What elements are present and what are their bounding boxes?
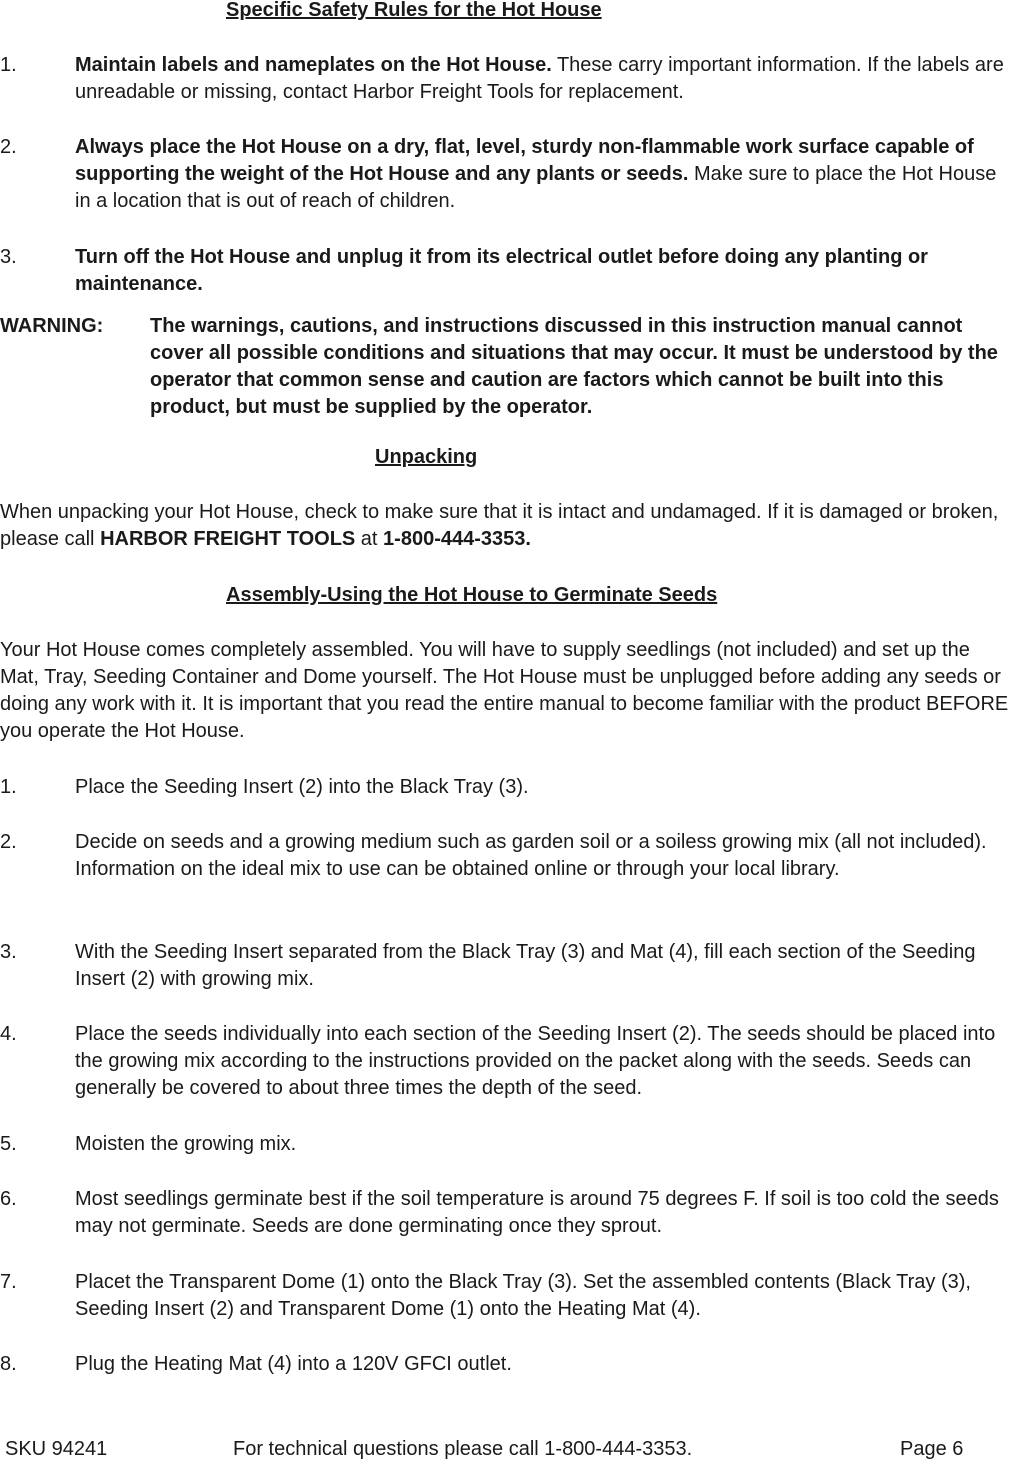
step-text: Placet the Transparent Dome (1) onto the Black Tray (3). Set the assembled contents (Black Tray (3), Seeding Insert (2) and Transparent Dome (1) onto the Heating Mat (4).	[75, 1271, 971, 1320]
footer-support: For technical questions please call 1-800-444-3353.	[233, 1438, 693, 1460]
unpacking-heading: Unpacking	[375, 446, 478, 468]
warning-text: The warnings, cautions, and instructions discussed in this instruction manual cannot cover all possible conditions and situations that may occur. It must be understood by the operator that common sense and caution are factors which cannot be built into this product, but must be supplied by the operator.	[150, 315, 998, 418]
step-number: 7.	[0, 1271, 17, 1293]
warning-label: WARNING:	[0, 315, 104, 337]
footer-sku: SKU 94241	[5, 1438, 108, 1460]
rule-number: 2.	[0, 136, 17, 158]
step-text: Most seedlings germinate best if the soil temperature is around 75 degrees F. If soil is too cold the seeds may not germinate. Seeds are done germinating once they sprout.	[75, 1188, 999, 1237]
step-text: Decide on seeds and a growing medium such as garden soil or a soiless growing mix (all not included). Information on the ideal mix to use can be obtained online or through your local library.	[75, 831, 987, 880]
step-text: Place the Seeding Insert (2) into the Black Tray (3).	[75, 776, 529, 798]
step-number: 1.	[0, 776, 17, 798]
unpacking-text: When unpacking your Hot House, check to make sure that it is intact and undamaged. If it is damaged or broken, please call	[0, 501, 999, 550]
step-number: 5.	[0, 1133, 17, 1155]
step-text: Place the seeds individually into each section of the Seeding Insert (2). The seeds should be placed into the growing mix according to the instructions provided on the packet along with the seeds. Seeds can generally be covered to about three times the depth of the seed.	[75, 1023, 996, 1099]
rule-text	[75, 52, 1009, 106]
rule-number: 3.	[0, 246, 17, 268]
rule-plain-text: Make sure to place the Hot House in a location that is out of reach of children.	[75, 163, 997, 212]
unpacking-paragraph	[0, 499, 1009, 553]
footer-page-number: Page 6	[900, 1438, 964, 1460]
rule-bold-text: Always place the Hot House on a dry, flat, level, sturdy non-flammable work surface capable of supporting the weight of the Hot House and any plants or seeds.	[75, 136, 974, 185]
safety-heading: Specific Safety Rules for the Hot House	[226, 0, 602, 21]
step-text: Plug the Heating Mat (4) into a 120V GFCI outlet.	[75, 1353, 512, 1375]
unpacking-at: at	[355, 528, 384, 550]
rule-bold-text: Turn off the Hot House and unplug it from its electrical outlet before doing any planting or maintenance.	[75, 246, 928, 295]
rule-text	[75, 244, 1009, 298]
step-number: 4.	[0, 1023, 17, 1045]
step-number: 3.	[0, 941, 17, 963]
step-number: 8.	[0, 1353, 17, 1375]
rule-plain-text: These carry important information. If the labels are unreadable or missing, contact Harbor Freight Tools for replacement.	[75, 54, 1004, 103]
assembly-intro: Your Hot House comes completely assembled. You will have to supply seedlings (not included) and set up the Mat, Tray, Seeding Container and Dome yourself. The Hot House must be unplugged before adding any seeds or doing any work with it. It is important that you read the entire manual to become familiar with the product BEFORE you operate the Hot House.	[0, 639, 1009, 742]
step-text: Moisten the growing mix.	[75, 1133, 297, 1155]
rule-text	[75, 134, 1009, 215]
step-text: With the Seeding Insert separated from the Black Tray (3) and Mat (4), fill each section of the Seeding Insert (2) with growing mix.	[75, 941, 976, 990]
company-name: HARBOR FREIGHT TOOLS	[100, 528, 356, 550]
rule-number: 1.	[0, 54, 17, 76]
step-number: 6.	[0, 1188, 17, 1210]
assembly-heading: Assembly-Using the Hot House to Germinate Seeds	[226, 584, 718, 606]
step-number: 2.	[0, 831, 17, 853]
rule-bold-text: Maintain labels and nameplates on the Hot House.	[75, 54, 552, 76]
phone-number: 1-800-444-3353.	[383, 528, 531, 550]
